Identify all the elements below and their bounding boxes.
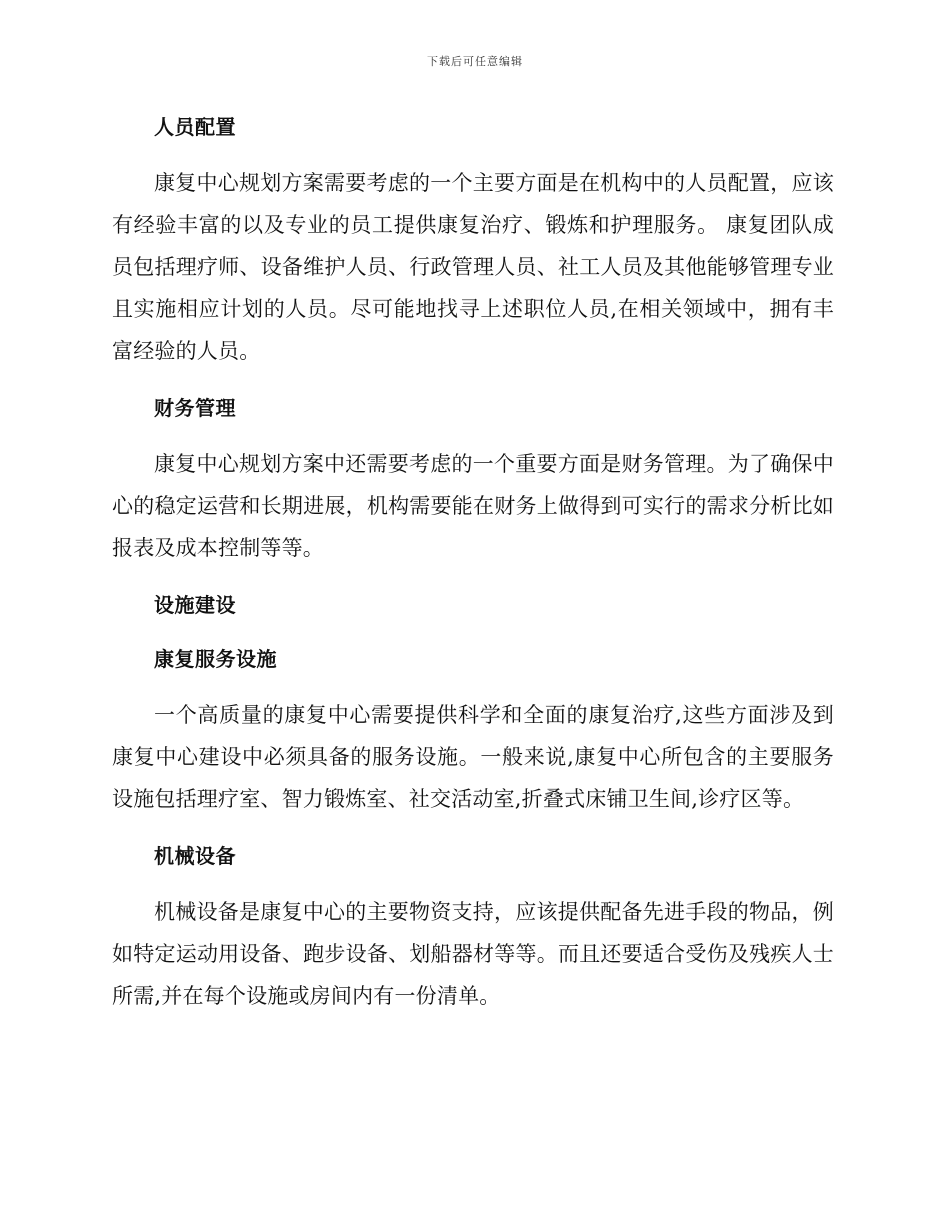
document-body <box>112 108 834 1017</box>
heading-staffing: 人员配置 <box>154 115 236 139</box>
heading-rehab-services: 康复服务设施 <box>154 647 277 671</box>
paragraph-finance: 康复中心规划方案中还需要考虑的一个重要方面是财务管理。为了确保中心的稳定运营和长期进展，机构需要能在财务上做得到可实行的需求分析比如报表及成本控制等等。 <box>112 452 834 560</box>
heading-finance: 财务管理 <box>154 396 236 420</box>
heading-equipment: 机械设备 <box>154 844 236 868</box>
paragraph-equipment: 机械设备是康复中心的主要物资支持，应该提供配备先进手段的物品，例如特定运动用设备、跑步设备、划船器材等等。而且还要适合受伤及残疾人士所需,并在每个设施或房间内有一份清单。 <box>112 900 834 1008</box>
paragraph-rehab-services: 一个高质量的康复中心需要提供科学和全面的康复治疗,这些方面涉及到康复中心建设中必须具备的服务设施。一般来说,康复中心所包含的主要服务设施包括理疗室、智力锻炼室、社交活动室,折叠式床铺卫生间,诊疗区等。 <box>112 703 834 811</box>
heading-facilities: 设施建设 <box>154 593 236 617</box>
header-note: 下载后可任意编辑 <box>427 55 523 68</box>
paragraph-staffing: 康复中心规划方案需要考虑的一个主要方面是在机构中的人员配置，应该有经验丰富的以及专业的员工提供康复治疗、锻炼和护理服务。 康复团队成员包括理疗师、设备维护人员、行政管理人员、社工人员及其他能够管理专业且实施相应计划的人员。尽可能地找寻上述职位人员,在相关领域中，拥有丰富经验的人员。 <box>112 171 834 363</box>
